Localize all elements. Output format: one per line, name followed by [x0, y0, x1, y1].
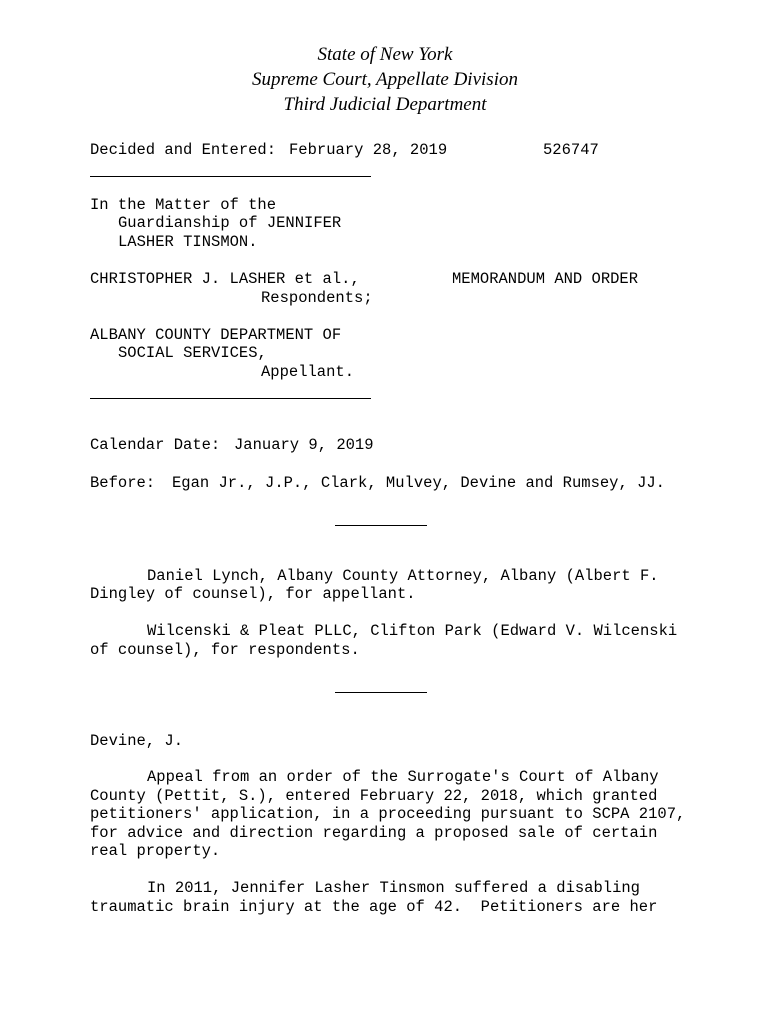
court-name: Supreme Court, Appellate Division [252, 69, 518, 90]
before-label: Before: [90, 474, 156, 492]
counsel-respondents-line2: of counsel), for respondents. [90, 641, 360, 659]
decided-label: Decided and Entered: [90, 141, 277, 159]
caption-top-rule [90, 176, 371, 177]
court-department: Third Judicial Department [283, 94, 487, 115]
body-paragraph2-line1: In 2011, Jennifer Lasher Tinsmon suffered a disabling [147, 879, 640, 897]
section-divider [335, 692, 427, 693]
opinion-author: Devine, J. [90, 732, 184, 750]
decided-date: February 28, 2019 [289, 141, 448, 159]
body-paragraph1-line1: Appeal from an order of the Surrogate's Court of Albany [147, 768, 659, 786]
calendar-label: Calendar Date: [90, 436, 221, 454]
caption-bottom-rule [90, 398, 371, 399]
caption-party-appellant-line1: ALBANY COUNTY DEPARTMENT OF [90, 326, 342, 344]
caption-matter-line1: In the Matter of the [90, 196, 277, 214]
body-paragraph1-line4: for advice and direction regarding a proposed sale of certain [90, 824, 658, 842]
counsel-appellant-line2: Dingley of counsel), for appellant. [90, 585, 416, 603]
counsel-appellant-line1: Daniel Lynch, Albany County Attorney, Albany (Albert F. [147, 567, 659, 585]
docket-number: 526747 [543, 141, 599, 159]
caption-matter-line2: Guardianship of JENNIFER [118, 214, 342, 232]
caption-respondents-role: Respondents; [261, 289, 373, 307]
body-paragraph1-line2: County (Pettit, S.), entered February 22, 2018, which granted [90, 787, 658, 805]
court-state: State of New York [317, 44, 453, 65]
calendar-date: January 9, 2019 [234, 436, 374, 454]
counsel-respondents-line1: Wilcenski & Pleat PLLC, Clifton Park (Edward V. Wilcenski [147, 622, 678, 640]
order-title: MEMORANDUM AND ORDER [452, 270, 639, 288]
body-paragraph1-line5: real property. [90, 842, 221, 860]
section-divider [335, 525, 427, 526]
caption-party-respondents: CHRISTOPHER J. LASHER et al., [90, 270, 360, 288]
caption-appellant-role: Appellant. [261, 363, 355, 381]
before-judges: Egan Jr., J.P., Clark, Mulvey, Devine and Rumsey, JJ. [172, 474, 665, 492]
caption-party-appellant-line2: SOCIAL SERVICES, [118, 344, 267, 362]
body-paragraph1-line3: petitioners' application, in a proceeding pursuant to SCPA 2107, [90, 805, 686, 823]
body-paragraph2-line2: traumatic brain injury at the age of 42. Petitioners are her [90, 898, 658, 916]
caption-matter-line3: LASHER TINSMON. [118, 233, 258, 251]
